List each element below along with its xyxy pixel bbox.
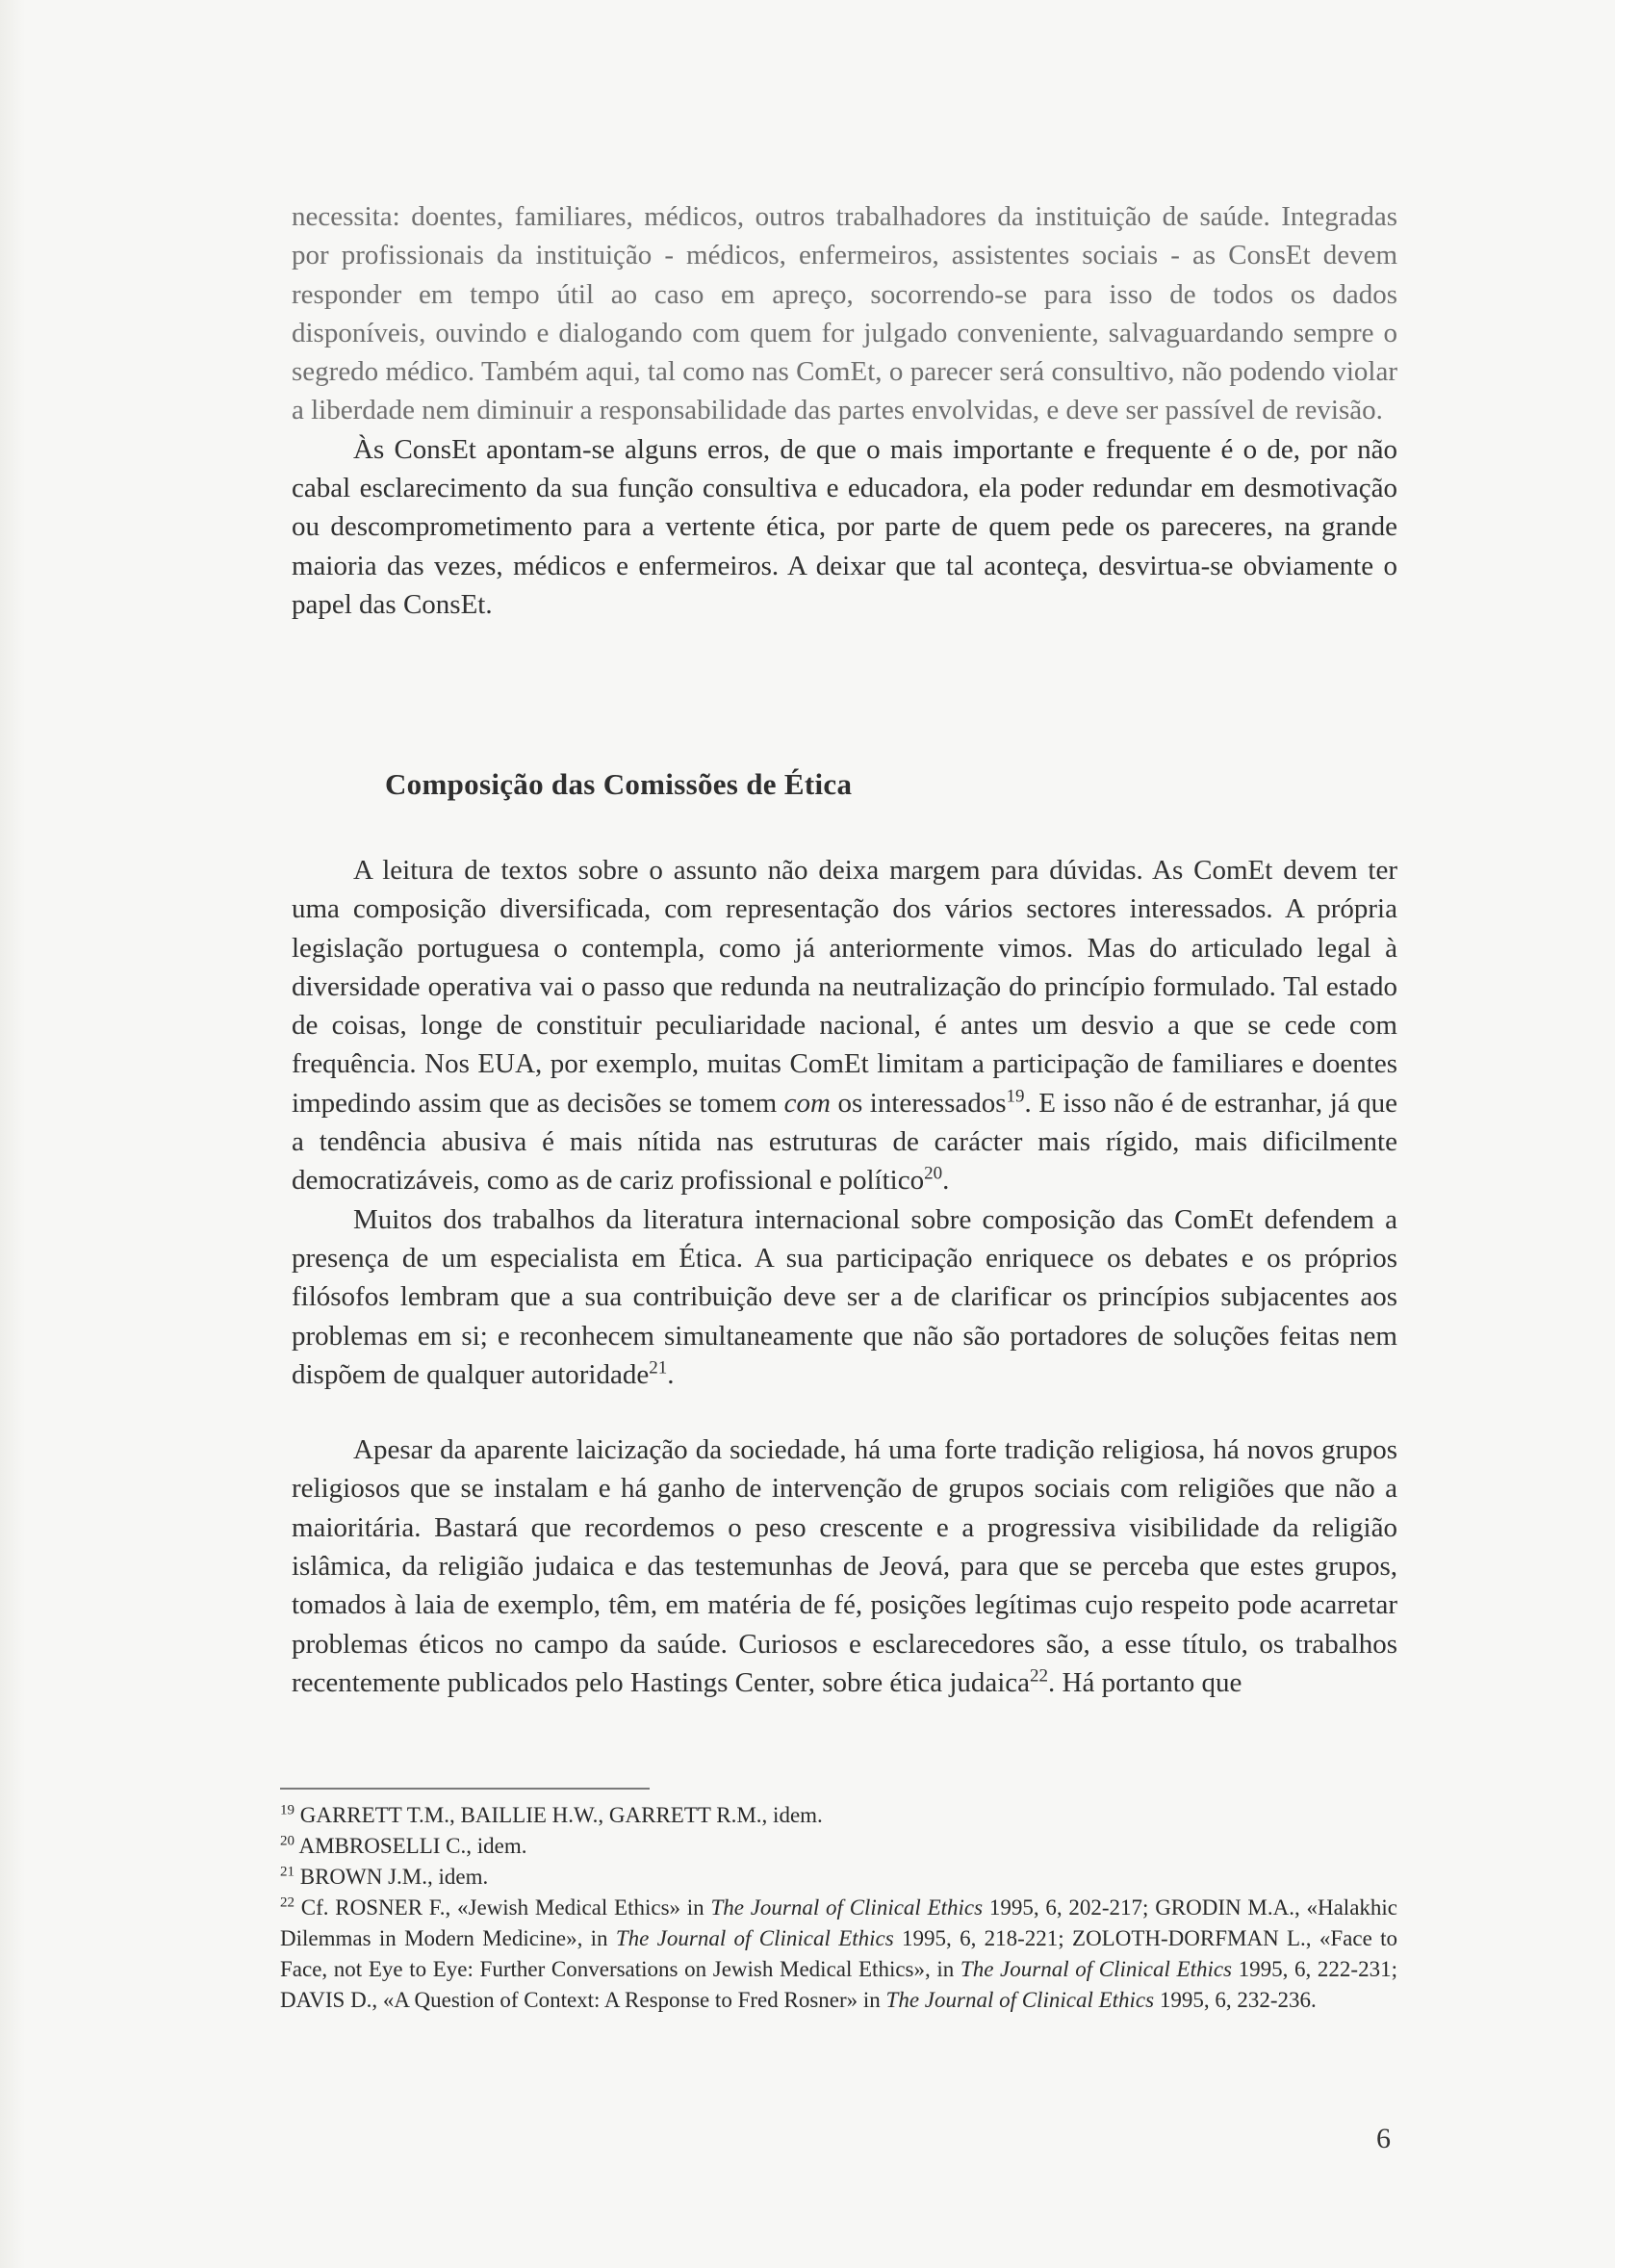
- text-run: . E isso não é de estranhar, já que a tendência abusiva é mais nítida nas estruturas de carácter mais rígido, mais dificilmente democratizáveis, como as de cariz profissional e político: [292, 1087, 1398, 1197]
- paragraph-consEt-errors: Às ConsEt apontam-se alguns erros, de que o mais importante e frequente é o de, por não cabal esclarecimento da sua função consultiva e educadora, ela poder redundar em desmotivação ou descomprometimento para a vertente ética, por parte de quem pede os pareceres, na grande maioria das vezes, médicos e enfermeiros. A deixar que tal aconteça, desvirtua-se obviamente o papel das ConsEt.: [292, 433, 1397, 620]
- emphasis-text: com: [783, 1087, 831, 1119]
- paragraph-ethics-specialist: [292, 1200, 1397, 1394]
- footnote-text: 1995, 6, 218-221; ZOLOTH-DORFMAN L., «Face to Face, not Eye to Eye: Further Conversations on Jewish Medical Ethics», in: [280, 1926, 1397, 1981]
- footnote-22: [280, 1893, 1397, 2016]
- footnote-text: BROWN J.M., idem.: [299, 1865, 489, 1889]
- journal-title: The Journal of Clinical Ethics: [885, 1988, 1155, 2012]
- paragraph-religion: [292, 1430, 1397, 1702]
- footnote-ref-22[interactable]: 22: [1030, 1665, 1049, 1687]
- footnote-number: 19: [280, 1802, 295, 1818]
- footnote-ref-19[interactable]: 19: [1006, 1086, 1025, 1107]
- section-text-block: [292, 851, 1397, 1702]
- text-run: Muitos dos trabalhos da literatura internacional sobre composição das ComEt defendem a presença de um especialista em Ética. A sua participação enriquece os debates e os próprios filósofos lembram que a sua contribuição deve ser a de clarificar os princípios subjacentes aos problemas em si; e reconhecem simultaneamente que não são portadores de soluções feitas nem dispõem de qualquer autoridade: [292, 1203, 1397, 1390]
- text-run: . Há portanto que: [1048, 1666, 1242, 1698]
- footnote-number: 22: [280, 1894, 295, 1911]
- journal-title: The Journal of Clinical Ethics: [710, 1895, 984, 1920]
- text-run: .: [942, 1165, 950, 1197]
- text-run: Apesar da aparente laicização da sociedade, há uma forte tradição religiosa, há novos grupos religiosos que se instalam e há ganho de intervenção de grupos sociais com religiões que não a maioritária. Bastará que recordemos o peso crescente e a progressiva visibilidade da religião islâmica, da religião judaica e das testemunhas de Jeová, para que se perceba que estes grupos, tomados à laia de exemplo, têm, em matéria de fé, posições legítimas cujo respeito pode acarretar problemas éticos no campo da saúde. Curiosos e esclarecedores são, a esse título, os trabalhos recentemente publicados pelo Hastings Center, sobre ética judaica: [292, 1434, 1397, 1698]
- footnote-text: GARRETT T.M., BAILLIE H.W., GARRETT R.M., idem.: [299, 1803, 823, 1827]
- footnote-number: 21: [280, 1864, 295, 1880]
- footnote-21: [280, 1862, 1397, 1893]
- paragraph-consEt-description: necessita: doentes, familiares, médicos, outros trabalhadores da instituição de saúde. Integradas por profissionais da instituição - médicos, enfermeiros, assistentes sociais - as ConsEt devem responder em tempo útil ao caso em apreço, socorrendo-se para isso de todos os dados disponíveis, ouvindo e dialogando com quem for julgado conveniente, salvaguardando sempre o segredo médico. Também aqui, tal como nas ComEt, o parecer será consultivo, não podendo violar a liberdade nem diminuir a responsabilidade das partes envolvidas, e deve ser passível de revisão.: [292, 201, 1397, 426]
- paragraph-composition: [292, 851, 1397, 1200]
- footnote-separator: [280, 1788, 650, 1790]
- footnote-text: AMBROSELLI C., idem.: [298, 1834, 527, 1858]
- top-text-block: [292, 197, 1397, 624]
- footnote-number: 20: [280, 1833, 295, 1849]
- footnotes: [280, 1800, 1397, 2016]
- scan-edge: [0, 0, 25, 2268]
- text-run: os interessados: [830, 1087, 1007, 1119]
- footnote-19: [280, 1800, 1397, 1831]
- footnote-text: 1995, 6, 222-231; DAVIS D., «A Question of Context: A Response to Fred Rosner» in: [280, 1957, 1397, 2012]
- footnote-20: [280, 1831, 1397, 1862]
- page-number: 6: [1376, 2123, 1391, 2154]
- text-run: .: [667, 1358, 675, 1390]
- footnote-text: 1995, 6, 202-217; GRODIN M.A., «Halakhic Dilemmas in Modern Medicine», in: [280, 1895, 1398, 1950]
- footnote-ref-20[interactable]: 20: [924, 1163, 943, 1184]
- footnote-ref-21[interactable]: 21: [649, 1357, 668, 1379]
- journal-title: The Journal of Clinical Ethics: [615, 1926, 894, 1950]
- journal-title: The Journal of Clinical Ethics: [960, 1957, 1233, 1981]
- section-heading: Composição das Comissões de Ética: [385, 767, 853, 801]
- footnote-text: Cf. ROSNER F., «Jewish Medical Ethics» in: [300, 1895, 711, 1920]
- footnote-text: 1995, 6, 232-236.: [1154, 1988, 1317, 2012]
- text-run: A leitura de textos sobre o assunto não deixa margem para dúvidas. As ComEt devem ter uma composição diversificada, com representação dos vários sectores interessados. A própria legislação portuguesa o contempla, como já anteriormente vimos. Mas do articulado legal à diversidade operativa vai o passo que redunda na neutralização do princípio formulado. Tal estado de coisas, longe de constituir peculiaridade nacional, é antes um desvio a que se cede com frequência. Nos EUA, por exemplo, muitas ComEt limitam a participação de familiares e doentes impedindo assim que as decisões se tomem: [292, 855, 1397, 1119]
